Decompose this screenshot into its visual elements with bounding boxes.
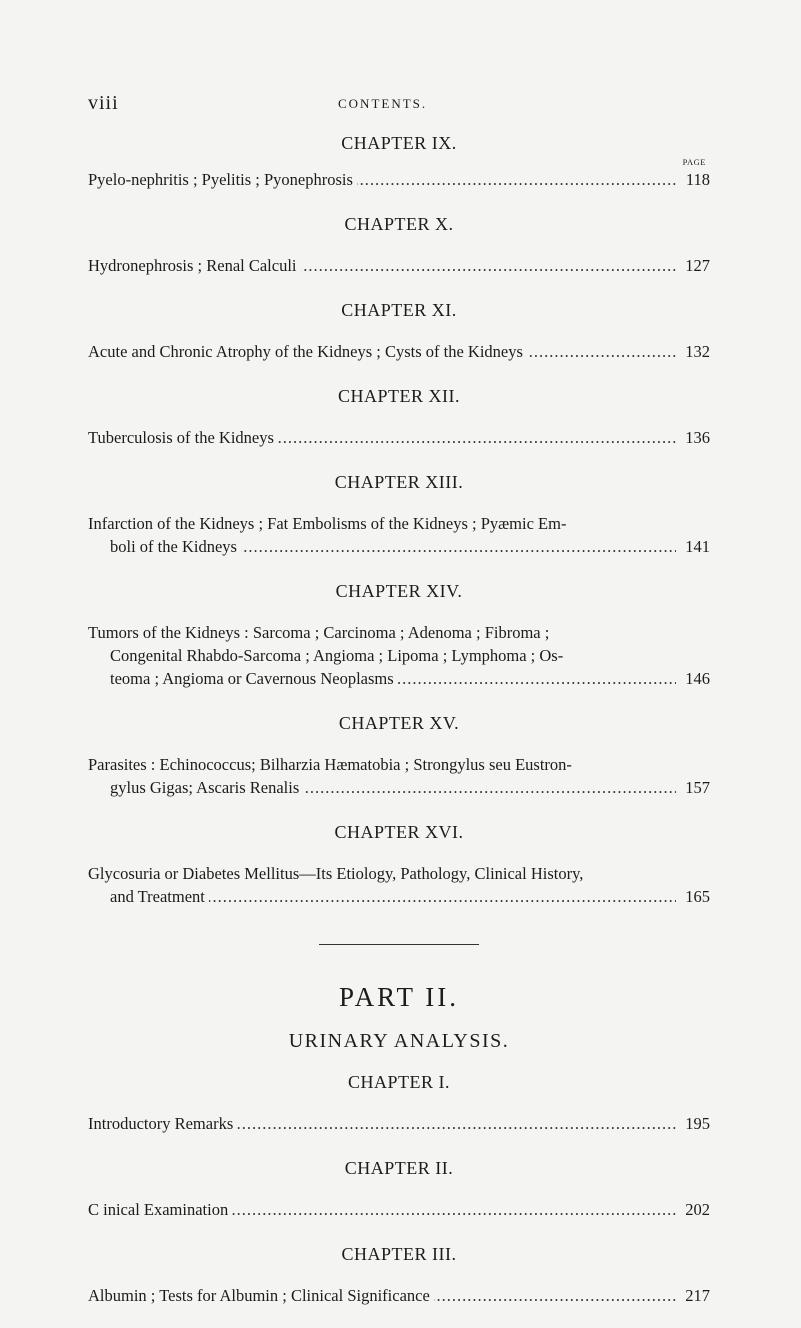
running-head bbox=[88, 92, 708, 118]
toc-entry-page: 217 bbox=[676, 1284, 710, 1307]
toc-entry-title: Tuberculosis of the Kidneys bbox=[88, 428, 278, 447]
toc-entry-title: Pyelo-nephritis ; Pyelitis ; Pyonephrosis bbox=[88, 170, 357, 189]
toc-entry bbox=[88, 340, 710, 363]
toc-entry bbox=[88, 535, 710, 558]
toc-entry-line: Congenital Rhabdo-Sarcoma ; Angioma ; Lipoma ; Lymphoma ; Os- bbox=[110, 646, 564, 665]
toc-entry-line: Glycosuria or Diabetes Mellitus—Its Etiology, Pathology, Clinical History, bbox=[88, 864, 584, 883]
toc-entry-title: Introductory Remarks bbox=[88, 1114, 237, 1133]
toc-entry-title: Acute and Chronic Atrophy of the Kidneys ; Cysts of the Kidneys bbox=[88, 342, 527, 361]
toc-entry-title: Albumin ; Tests for Albumin ; Clinical Significance bbox=[88, 1286, 434, 1305]
toc-entry-page: 195 bbox=[676, 1112, 710, 1135]
toc-entry bbox=[88, 426, 710, 449]
toc-entry bbox=[88, 776, 710, 799]
chapter-heading: CHAPTER I. bbox=[347, 1072, 450, 1092]
toc-entry bbox=[88, 667, 710, 690]
chapter-heading: CHAPTER XVI. bbox=[334, 822, 464, 842]
toc-entry bbox=[88, 168, 710, 191]
toc-entry bbox=[88, 1112, 710, 1135]
chapter-heading: CHAPTER XIII. bbox=[334, 472, 464, 492]
chapter-heading: CHAPTER XII. bbox=[338, 386, 460, 406]
chapter-heading: CHAPTER XIV. bbox=[335, 581, 463, 601]
running-title: CONTENTS. bbox=[338, 96, 428, 111]
toc-entry-page: 141 bbox=[676, 535, 710, 558]
chapter-heading: CHAPTER II. bbox=[344, 1158, 454, 1178]
page-folio: viii bbox=[88, 92, 119, 114]
toc-entry-line: Parasites : Echinococcus; Bilharzia Hæmatobia ; Strongylus seu Eustron- bbox=[88, 755, 572, 774]
toc-entry bbox=[88, 885, 710, 908]
toc-entry-title: Hydronephrosis ; Renal Calculi bbox=[88, 256, 301, 275]
toc-entry-title: boli of the Kidneys bbox=[110, 537, 241, 556]
chapter-heading: CHAPTER XI. bbox=[341, 300, 457, 320]
toc-entry-title: and Treatment bbox=[110, 887, 209, 906]
toc-entry-title: C inical Examination bbox=[88, 1200, 232, 1219]
toc-entry-page: 165 bbox=[676, 885, 710, 908]
toc-entry-line: Tumors of the Kidneys : Sarcoma ; Carcinoma ; Adenoma ; Fibroma ; bbox=[88, 623, 550, 642]
toc-entry-title: gylus Gigas; Ascaris Renalis bbox=[110, 778, 303, 797]
table-of-contents bbox=[88, 130, 710, 1307]
toc-entry-page: 127 bbox=[676, 254, 710, 277]
toc-entry-page: 202 bbox=[676, 1198, 710, 1221]
chapter-heading: CHAPTER XV. bbox=[338, 713, 460, 733]
toc-entry-page: 132 bbox=[676, 340, 710, 363]
toc-entry bbox=[88, 1284, 710, 1307]
toc-entry-page: 118 bbox=[676, 168, 710, 191]
chapter-heading: CHAPTER III. bbox=[341, 1244, 457, 1264]
part-subtitle: URINARY ANALYSIS. bbox=[288, 1030, 510, 1052]
toc-entry bbox=[88, 254, 710, 277]
toc-entry-title: teoma ; Angioma or Cavernous Neoplasms bbox=[110, 669, 398, 688]
chapter-heading: CHAPTER X. bbox=[344, 214, 454, 234]
toc-entry-line: Infarction of the Kidneys ; Fat Embolisms of the Kidneys ; Pyæmic Em- bbox=[88, 514, 567, 533]
toc-entry-page: 146 bbox=[676, 667, 710, 690]
section-divider bbox=[319, 944, 479, 945]
part-title: PART II. bbox=[339, 982, 459, 1012]
toc-entry-page: 157 bbox=[676, 776, 710, 799]
chapter-heading: CHAPTER IX. bbox=[341, 133, 457, 153]
toc-entry bbox=[88, 1198, 710, 1221]
toc-entry-page: 136 bbox=[676, 426, 710, 449]
page-column-label: PAGE bbox=[682, 157, 706, 167]
